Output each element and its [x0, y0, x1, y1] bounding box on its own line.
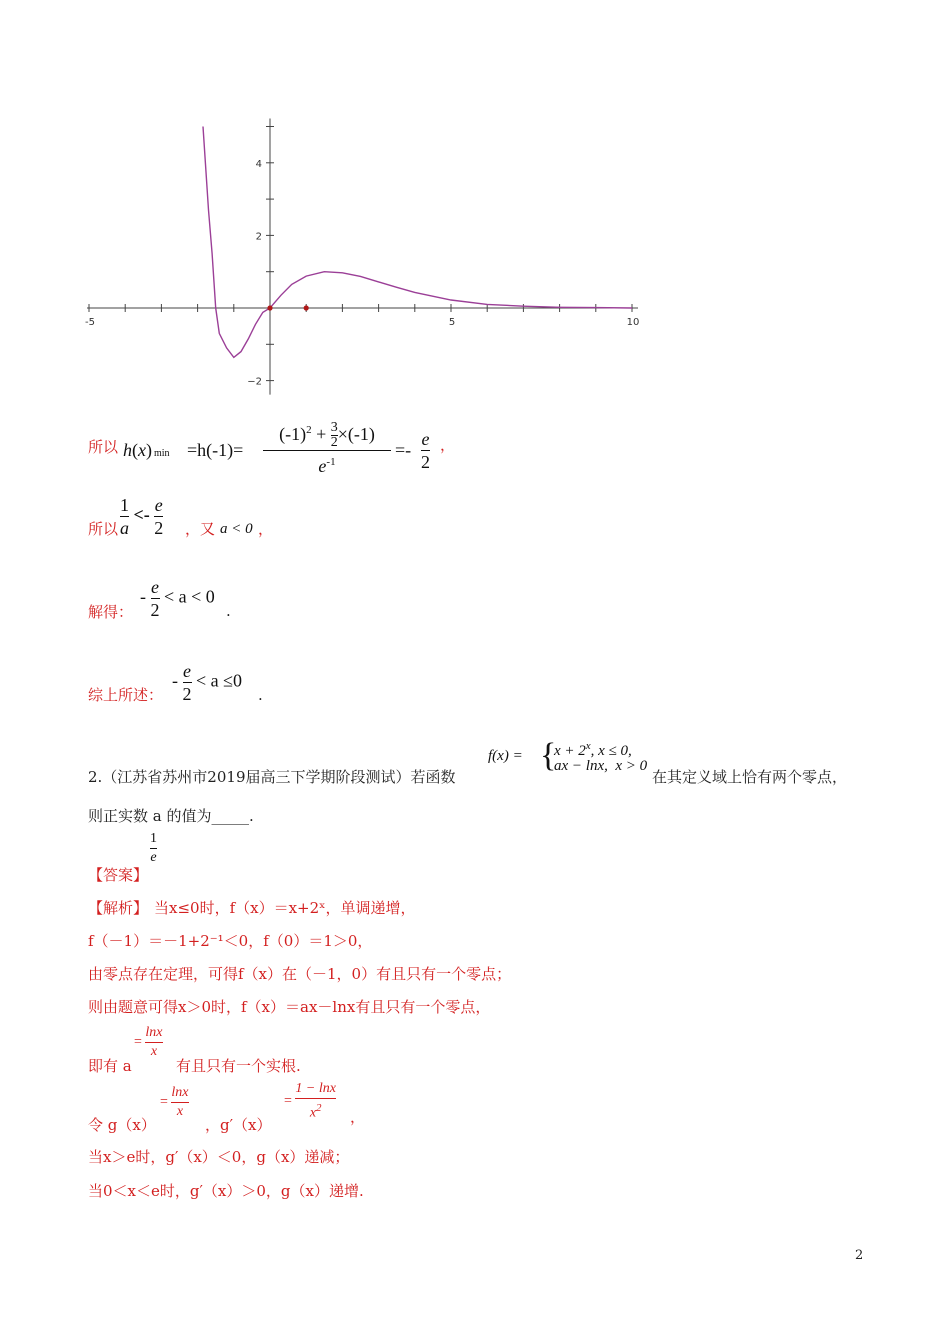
answer-fraction: $\frac{1}{e}$	[150, 831, 157, 865]
answer-label: 【答案】	[88, 866, 149, 884]
highlight-point	[267, 305, 272, 310]
line2-mid: ，又	[185, 520, 216, 538]
analysis-line-f-mid: ，g′（x）	[205, 1116, 272, 1134]
analysis-line-e-post: 有且只有一个实根.	[176, 1057, 301, 1075]
x-tick-label: -5	[85, 317, 95, 328]
g-prime-expression: = $\frac{1 - \ln x}{x^2}$	[284, 1081, 336, 1121]
line1-prefix: 所以	[88, 438, 119, 456]
analysis-line-e-pre: 即有 a	[88, 1057, 132, 1075]
g-definition: = $\frac{\ln x}{x}$	[160, 1085, 189, 1119]
e-over-2: e 2	[421, 429, 430, 472]
summary-result: - $\frac{e}{2}$ < a ≤0	[172, 661, 243, 704]
function-curve	[203, 127, 632, 358]
line2-prefix: 所以	[88, 520, 119, 538]
eq-result: =-	[395, 440, 412, 460]
y-tick-label: −2	[247, 376, 262, 388]
line4-period: .	[258, 686, 263, 704]
x-tick-label: 5	[448, 317, 456, 328]
analysis-line-a: 当x≤0时，f（x）＝x+2ˣ，单调递增，	[154, 899, 416, 917]
y-tick-label: 2	[255, 231, 262, 243]
h-func: h(x) min	[123, 440, 170, 460]
line3-prefix: 解得：	[88, 603, 134, 621]
analysis-line-c: 由零点存在定理，可得f（x）在（－1，0）有且只有一个零点；	[88, 965, 512, 983]
analysis-line-h: 当0＜x＜e时，g′（x）＞0，g（x）递增.	[88, 1182, 364, 1200]
ineq-1-over-a: $\frac{1}{a}$ <- $\frac{e}{2}$	[120, 495, 164, 538]
problem2-stem-end: 在其定义域上恰有两个零点，	[652, 768, 848, 786]
y-tick-label: 4	[255, 158, 262, 170]
a-eq-lnx-over-x: = $\frac{\ln x}{x}$	[134, 1025, 163, 1059]
problem2-stem-start: 2.（江苏省苏州市2019届高三下学期阶段测试）若函数	[88, 768, 456, 786]
analysis-label: 【解析】	[88, 899, 149, 917]
a-lt-0: a < 0	[220, 521, 253, 537]
line1-suffix: ，	[440, 436, 456, 454]
analysis-line-g: 当x＞e时，g′（x）＜0，g（x）递减；	[88, 1148, 350, 1166]
analysis-line-d: 则由题意可得x＞0时，f（x）＝ax－lnx有且只有一个零点，	[88, 998, 491, 1016]
analysis-line-b: f（－1）＝－1+2⁻¹＜0，f（0）＝1＞0，	[88, 932, 373, 950]
x-tick-label: 10	[626, 317, 640, 328]
solve-result: - $\frac{e}{2}$ < a < 0	[140, 577, 215, 620]
function-graph	[80, 118, 650, 400]
analysis-line-f-pre: 令 g（x）	[88, 1116, 156, 1134]
big-fraction: $(-1)^2$ + $\frac{3}{2}$ ×(-1) $e^{-1}$	[263, 418, 391, 477]
line4-prefix: 综上所述：	[88, 686, 164, 704]
eq-h: =h(-1)=	[187, 440, 244, 460]
analysis-line-f-post: ，	[350, 1108, 366, 1126]
page-number: 2	[855, 1248, 864, 1263]
line3-period: .	[226, 602, 231, 620]
line2-suffix: ，	[258, 520, 274, 538]
problem2-stem-line2: 则正实数 a 的值为_____.	[88, 807, 254, 825]
highlight-point	[304, 305, 309, 310]
